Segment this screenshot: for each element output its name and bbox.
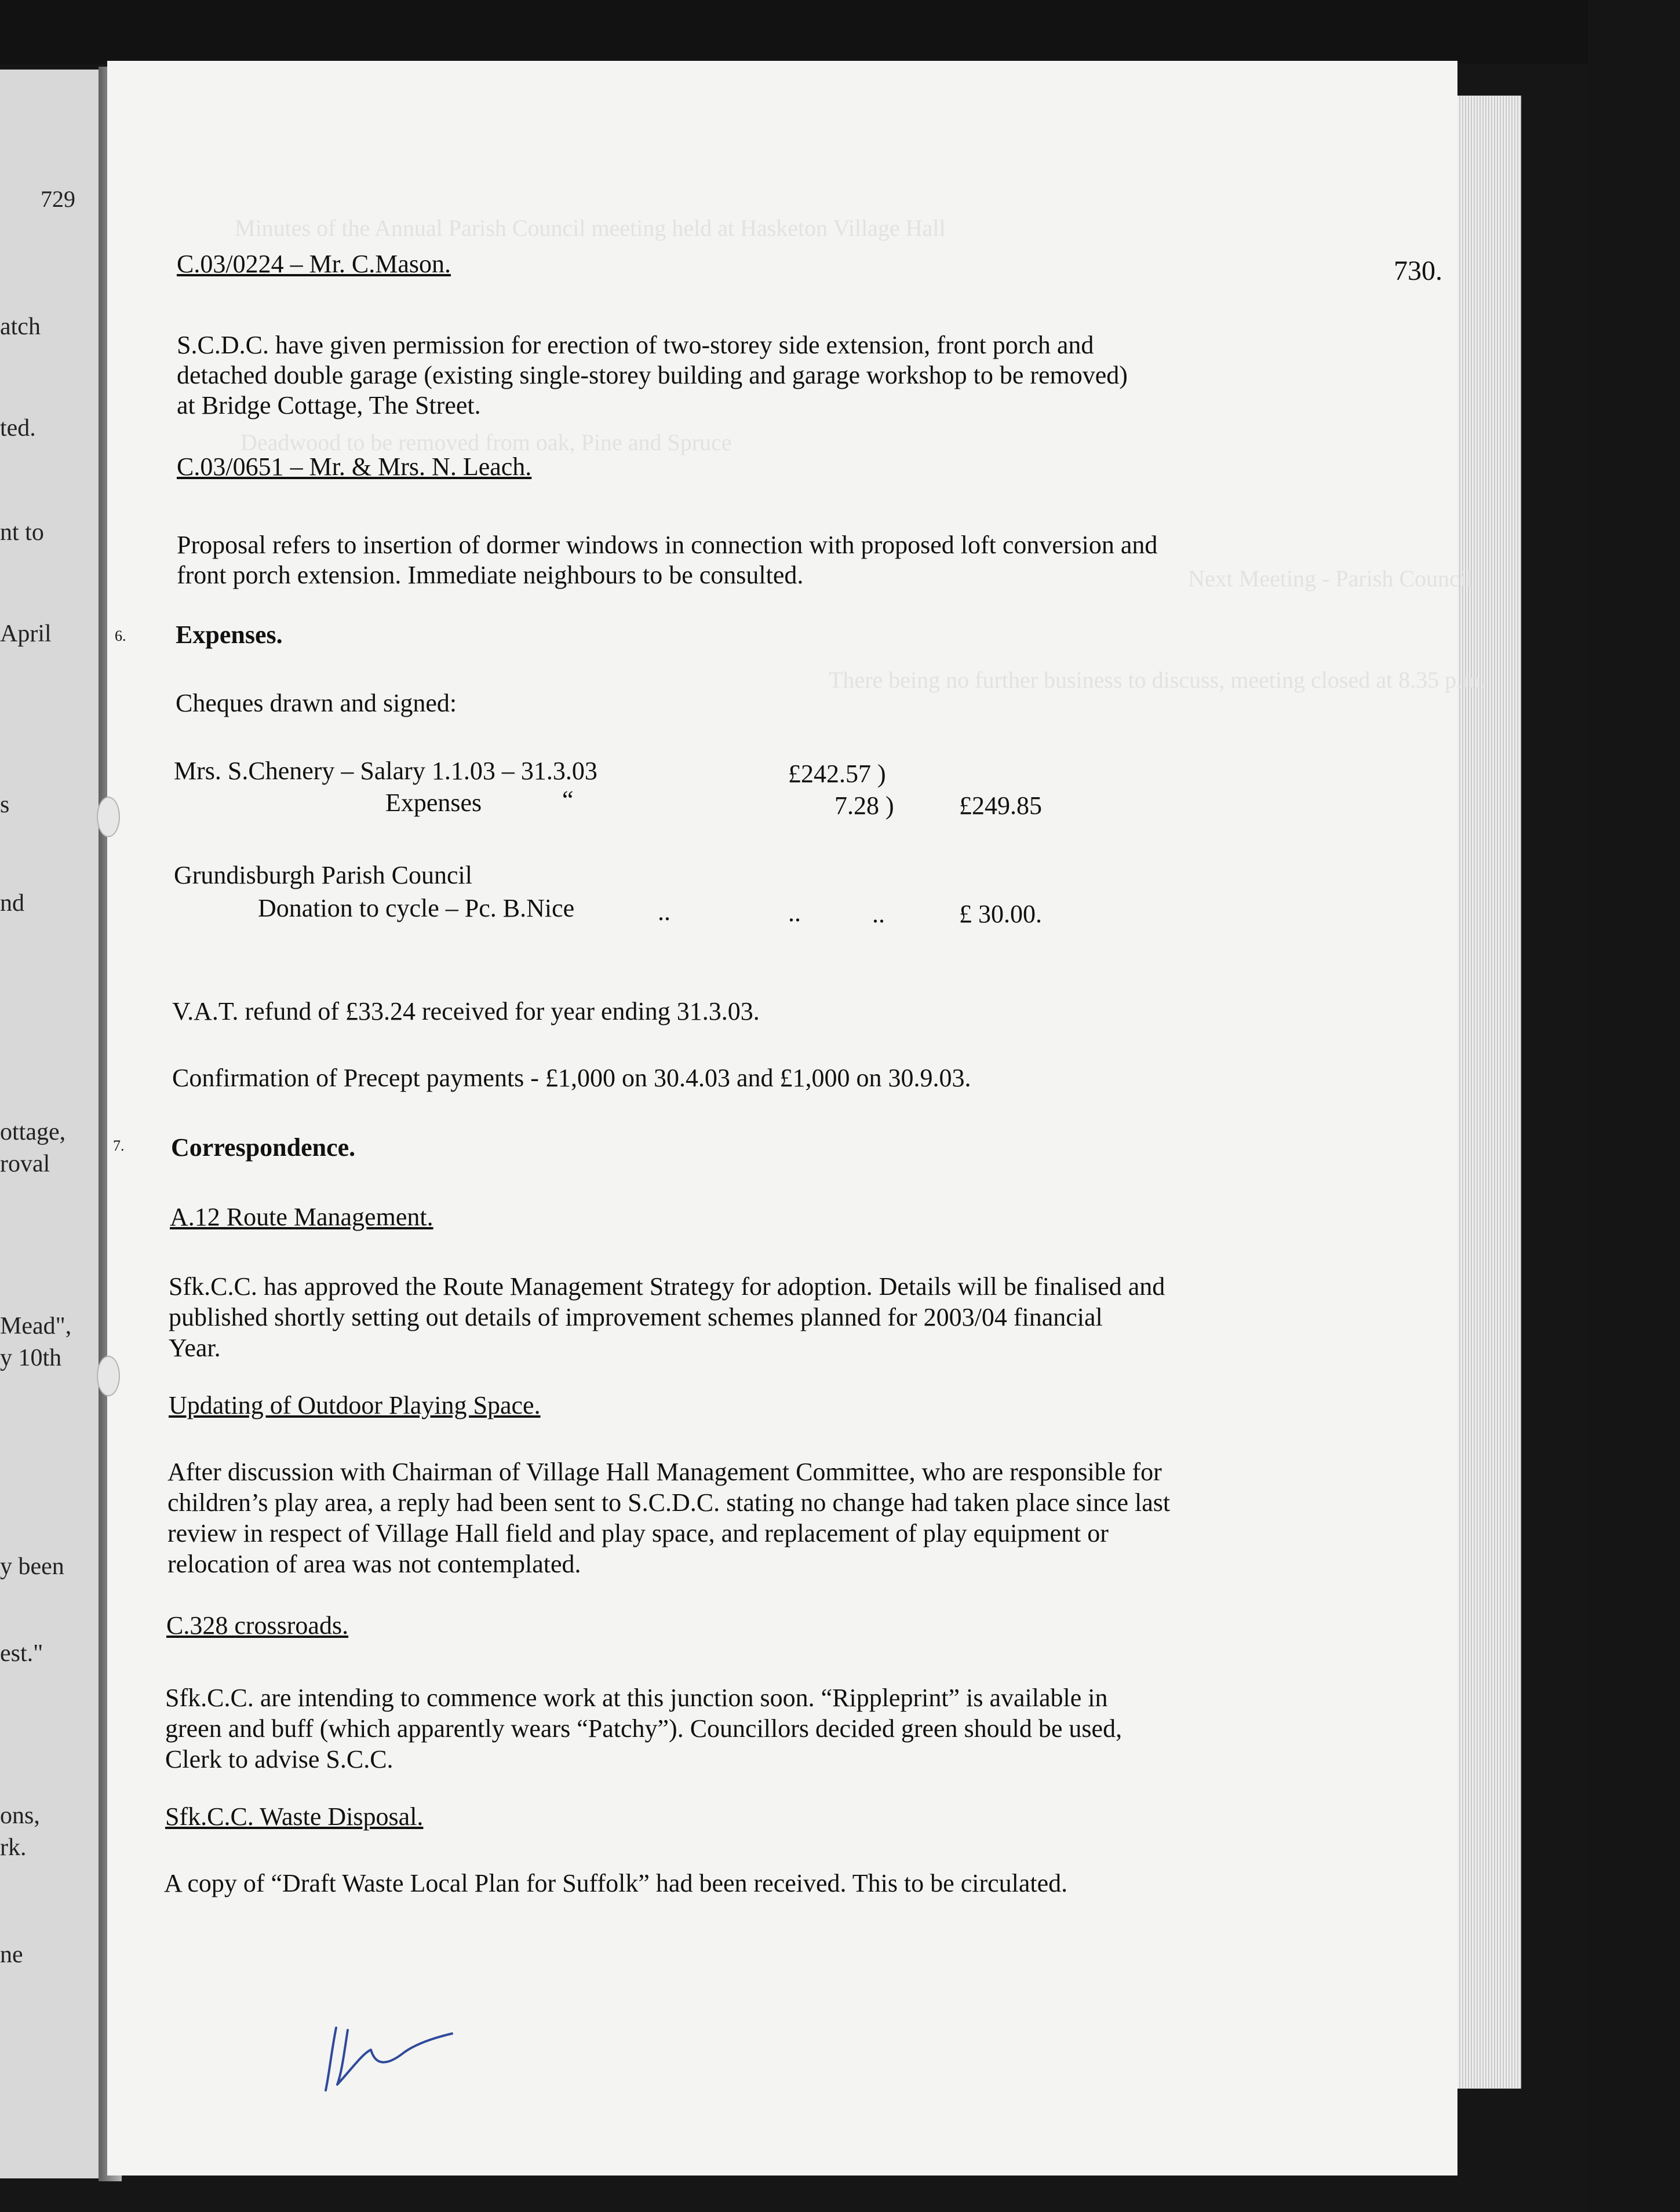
planning-text-line: Proposal refers to insertion of dormer windows in connection with proposed loft conversion and: [177, 531, 1158, 559]
previous-page-fragment: ne: [0, 1941, 23, 1968]
bleed-through-text: Minutes of the Annual Parish Council meeting held at Hasketon Village Hall: [235, 215, 946, 241]
expense-amount: 7.28 ): [834, 791, 894, 820]
previous-page-fragment: nt to: [0, 519, 44, 546]
minutes-page: [107, 61, 1486, 2176]
signature-image: [319, 2016, 469, 2103]
correspondence-text-line: children’s play area, a reply had been sent to S.C.D.C. stating no change had taken place since last: [167, 1488, 1171, 1517]
correspondence-heading: Sfk.C.C. Waste Disposal.: [165, 1802, 424, 1831]
previous-page-fragment: est.": [0, 1640, 43, 1667]
leader-dots: ..: [788, 899, 801, 927]
expense-payee: Grundisburgh Parish Council: [174, 861, 472, 889]
correspondence-text-line: Sfk.C.C. has approved the Route Management Strategy for adoption. Details will be finalised and: [169, 1272, 1165, 1301]
page-stack-edge: [1449, 96, 1521, 2089]
correspondence-text-line: Clerk to advise S.C.C.: [165, 1745, 393, 1773]
section-heading: Correspondence.: [171, 1133, 356, 1162]
vat-refund: V.A.T. refund of £33.24 received for year ending 31.3.03.: [172, 997, 760, 1025]
previous-page-fragment: ottage,: [0, 1119, 66, 1145]
previous-page-fragment: s: [0, 791, 10, 818]
correspondence-heading: Updating of Outdoor Playing Space.: [169, 1391, 541, 1419]
correspondence-heading: C.328 crossroads.: [166, 1611, 349, 1640]
expense-amount: £ 30.00.: [959, 900, 1042, 928]
previous-page-fragment: y 10th: [0, 1345, 62, 1371]
previous-page-fragment: nd: [0, 890, 24, 917]
correspondence-text-line: A copy of “Draft Waste Local Plan for Suffolk” had been received. This to be circulated.: [164, 1869, 1068, 1897]
expense-label: Expenses: [385, 789, 482, 817]
correspondence-heading: A.12 Route Management.: [170, 1203, 433, 1231]
expenses-intro: Cheques drawn and signed:: [176, 689, 457, 717]
ditto-mark: “: [562, 786, 574, 814]
binder-cover: [1588, 0, 1680, 2212]
previous-page-fragment: Mead",: [0, 1313, 72, 1339]
punch-hole: [97, 797, 120, 837]
section-number: 6.: [115, 627, 126, 644]
correspondence-text-line: green and buff (which apparently wears “Patchy”). Councillors decided green should be used,: [165, 1714, 1123, 1743]
leader-dots: ..: [658, 897, 670, 926]
section-heading: Expenses.: [176, 620, 283, 649]
binder-top-edge: [0, 0, 1680, 64]
expense-item: Donation to cycle – Pc. B.Nice: [258, 894, 575, 922]
precept-confirmation: Confirmation of Precept payments - £1,000 on 30.4.03 and £1,000 on 30.9.03.: [172, 1064, 971, 1092]
correspondence-text-line: After discussion with Chairman of Village Hall Management Committee, who are responsible for: [167, 1458, 1162, 1486]
previous-page-fragment: rk.: [0, 1834, 27, 1861]
correspondence-text-line: review in respect of Village Hall field and play space, and replacement of play equipment or: [167, 1519, 1109, 1547]
planning-text-line: detached double garage (existing single-storey building and garage workshop to be removed): [177, 361, 1128, 389]
correspondence-text-line: Year.: [169, 1334, 221, 1362]
expense-payee: Mrs. S.Chenery – Salary 1.1.03 – 31.3.03: [174, 757, 597, 785]
section-number: 7.: [113, 1137, 125, 1154]
planning-heading: C.03/0651 – Mr. & Mrs. N. Leach.: [177, 452, 532, 481]
planning-text-line: front porch extension. Immediate neighbours to be consulted.: [177, 561, 804, 589]
bleed-through-text: Next Meeting - Parish Council: [1188, 565, 1473, 592]
previous-page-fragment: roval: [0, 1151, 50, 1177]
bleed-through-text: Deadwood to be removed from oak, Pine and Spruce: [240, 429, 732, 455]
correspondence-text-line: Sfk.C.C. are intending to commence work at this junction soon. “Rippleprint” is available in: [165, 1684, 1108, 1712]
page-number: 730.: [1394, 255, 1442, 286]
planning-text-line: at Bridge Cottage, The Street.: [177, 391, 481, 419]
correspondence-text-line: relocation of area was not contemplated.: [167, 1550, 581, 1578]
planning-heading: C.03/0224 – Mr. C.Mason.: [177, 250, 451, 278]
previous-page-edge: [0, 70, 107, 2178]
planning-text-line: S.C.D.C. have given permission for erection of two-storey side extension, front porch and: [177, 331, 1094, 359]
expense-amount: £242.57 ): [788, 760, 886, 788]
previous-page-fragment: ted.: [0, 415, 36, 441]
leader-dots: ..: [872, 900, 885, 928]
previous-page-fragment: April: [0, 620, 52, 647]
expense-total: £249.85: [959, 791, 1042, 820]
previous-page-fragment: ons,: [0, 1802, 40, 1829]
punch-hole: [97, 1356, 120, 1396]
previous-page-fragment: atch: [0, 313, 41, 340]
previous-page-number: 729: [41, 186, 75, 212]
previous-page-fragment: y been: [0, 1553, 64, 1580]
correspondence-text-line: published shortly setting out details of improvement schemes planned for 2003/04 financial: [169, 1303, 1103, 1331]
bleed-through-text: There being no further business to discuss, meeting closed at 8.35 p.m.: [829, 667, 1486, 693]
